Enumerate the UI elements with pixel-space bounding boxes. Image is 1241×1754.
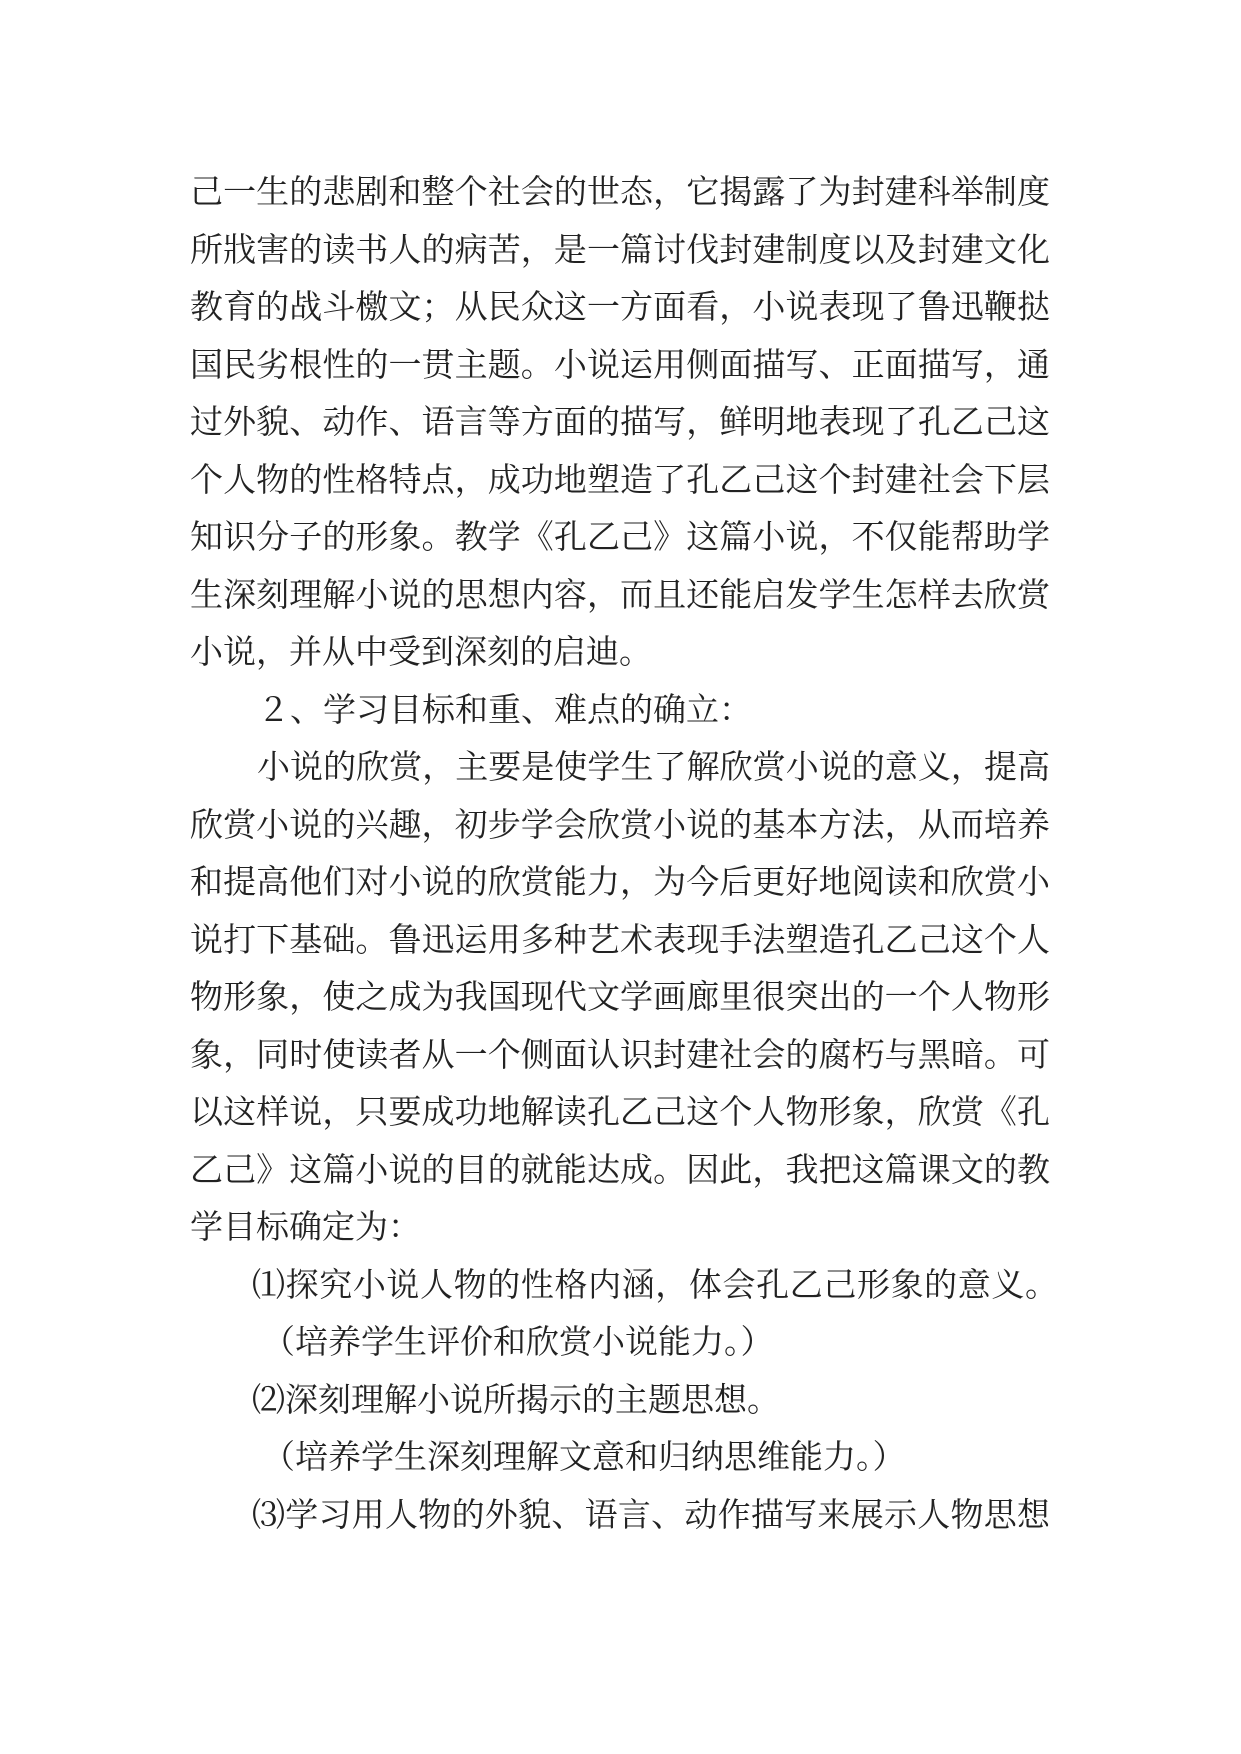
objective-item-2: ⑵深刻理解小说所揭示的主题思想。 <box>252 1380 780 1419</box>
paragraph-line-17: 以这样说，只要成功地解读孔乙己这个人物形象，欣赏《孔 <box>190 1092 1050 1131</box>
paragraph-line-19: 学目标确定为： <box>190 1207 421 1246</box>
paragraph-line-12: 欣赏小说的兴趣，初步学会欣赏小说的基本方法，从而培养 <box>190 805 1050 844</box>
paragraph-line-1: 己一生的悲剧和整个社会的世态，它揭露了为封建科举制度 <box>190 172 1050 211</box>
paragraph-line-15: 物形象，使之成为我国现代文学画廊里很突出的一个人物形 <box>190 977 1050 1016</box>
objective-item-1-note: （培养学生评价和欣赏小说能力。） <box>262 1322 774 1361</box>
paragraph-line-2: 所戕害的读书人的病苦，是一篇讨伐封建制度以及封建文化 <box>190 230 1050 269</box>
paragraph-line-13: 和提高他们对小说的欣赏能力，为今后更好地阅读和欣赏小 <box>190 862 1050 901</box>
paragraph-line-14: 说打下基础。鲁迅运用多种艺术表现手法塑造孔乙己这个人 <box>190 920 1050 959</box>
paragraph-line-6: 个人物的性格特点，成功地塑造了孔乙己这个封建社会下层 <box>190 460 1050 499</box>
paragraph-line-9: 小说，并从中受到深刻的启迪。 <box>190 632 652 671</box>
paragraph-line-7: 知识分子的形象。教学《孔乙己》这篇小说，不仅能帮助学 <box>190 517 1050 556</box>
paragraph-line-11: 小说的欣赏，主要是使学生了解欣赏小说的意义，提高 <box>257 747 1050 786</box>
paragraph-line-3: 教育的战斗檄文；从民众这一方面看，小说表现了鲁迅鞭挞 <box>190 287 1050 326</box>
objective-item-2-note: （培养学生深刻理解文意和归纳思维能力。） <box>262 1437 906 1476</box>
objective-item-3: ⑶学习用人物的外貌、语言、动作描写来展示人物思想 <box>252 1495 1050 1534</box>
paragraph-line-4: 国民劣根性的一贯主题。小说运用侧面描写、正面描写，通 <box>190 345 1050 384</box>
paragraph-line-18: 乙己》这篇小说的目的就能达成。因此，我把这篇课文的教 <box>190 1150 1050 1189</box>
paragraph-line-16: 象，同时使读者从一个侧面认识封建社会的腐朽与黑暗。可 <box>190 1035 1050 1074</box>
paragraph-line-5: 过外貌、动作、语言等方面的描写，鲜明地表现了孔乙己这 <box>190 402 1050 441</box>
objective-item-1: ⑴探究小说人物的性格内涵，体会孔乙己形象的意义。 <box>252 1265 1058 1304</box>
paragraph-line-8: 生深刻理解小说的思想内容，而且还能启发学生怎样去欣赏 <box>190 575 1050 614</box>
section-heading: ２、学习目标和重、难点的确立： <box>257 690 752 729</box>
